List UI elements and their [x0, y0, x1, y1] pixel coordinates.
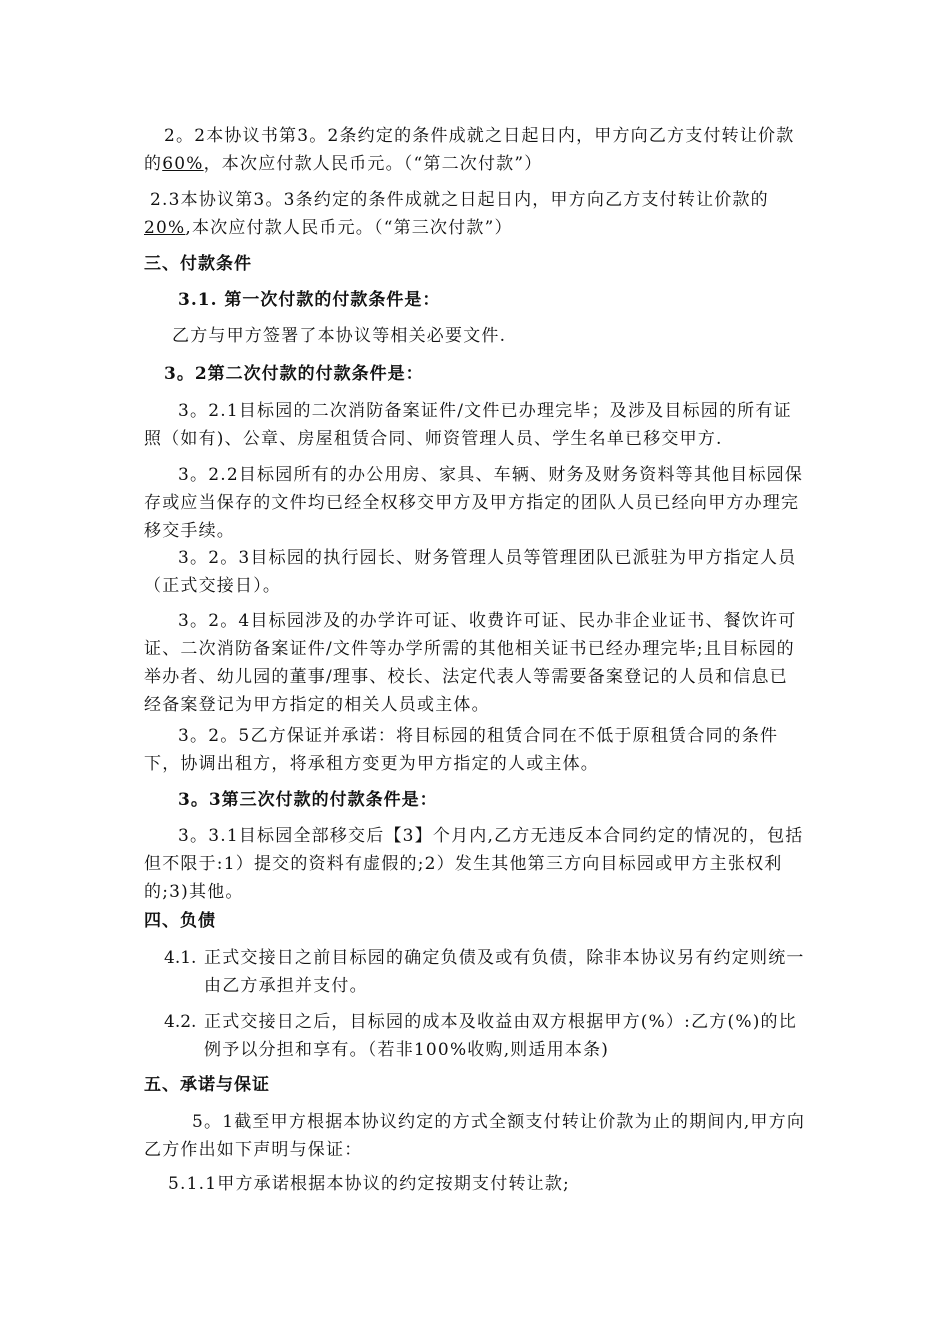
- section-3-heading: 三、付款条件: [144, 254, 252, 274]
- clause-4-1: 正式交接日之前目标园的确定负债及或有负债，除非本协议另有约定则统一由乙方承担并支付。: [204, 948, 805, 996]
- clause-2-2-text-b: ，本次应付款人民币元。（“第二次付款”）: [203, 154, 543, 174]
- clause-3-1-title: 3.1. 第一次付款的付款条件是：: [178, 290, 441, 310]
- clause-3-1-body: 乙方与甲方签署了本协议等相关必要文件.: [172, 326, 507, 346]
- clause-5-1: 5。1截至甲方根据本协议约定的方式全额支付转让价款为止的期间内,甲方向乙方作出如下声明与保证：: [144, 1112, 806, 1160]
- clause-4-2: 正式交接日之后，目标园的成本及收益由双方根据甲方(%）:乙方(%)的比例予以分担和享有。（若非100%收购,则适用本条): [204, 1012, 797, 1060]
- clause-2-2-percentage: 60%: [162, 154, 204, 174]
- clause-2-3: [144, 186, 806, 242]
- clause-3-2-2: 3。2.2目标园所有的办公用房、家具、车辆、财务及财务资料等其他目标园保存或应当保存的文件均已经全权移交甲方及甲方指定的团队人员已经向甲方办理完移交手续。: [144, 465, 804, 541]
- clause-3-3-1: 3。3.1目标园全部移交后【3】个月内,乙方无违反本合同约定的情况的，包括但不限于:1）提交的资料有虚假的;2）发生其他第三方向目标园或甲方主张权利的;3)其他。: [144, 826, 804, 902]
- clause-3-3-title: 3。3第三次付款的付款条件是：: [178, 790, 438, 810]
- clause-3-2-5: 3。2。5乙方保证并承诺：将目标园的租赁合同在不低于原租赁合同的条件下，协调出租方，将承租方变更为甲方指定的人或主体。: [144, 726, 779, 774]
- clause-2-2: [144, 122, 806, 178]
- clause-3-2-4: 3。2。4目标园涉及的办学许可证、收费许可证、民办非企业证书、餐饮许可证、二次消防备案证件/文件等办学所需的其他相关证书已经办理完毕;且目标园的举办者、幼儿园的董事/理事、校长、法定代表人等需要备案登记的人员和信息已经备案登记为甲方指定的相关人员或主体。: [144, 611, 797, 715]
- section-4-heading: 四、负债: [144, 911, 216, 931]
- clause-4-2-number: 4.2.: [164, 1012, 197, 1032]
- clause-3-2-3: 3。2。3目标园的执行园长、财务管理人员等管理团队已派驻为甲方指定人员（正式交接日）。: [144, 548, 797, 596]
- clause-5-1-1: 5.1.1甲方承诺根据本协议的约定按期支付转让款;: [168, 1174, 570, 1194]
- clause-2-3-text-a: 2.3本协议第3。3条约定的条件成就之日起日内，甲方向乙方支付转让价款的: [150, 190, 769, 210]
- section-5-heading: 五、承诺与保证: [144, 1075, 270, 1095]
- clause-3-2-title: 3。2第二次付款的付款条件是：: [164, 364, 424, 384]
- clause-4-1-number: 4.1.: [164, 948, 197, 968]
- clause-2-3-text-b: ,本次应付款人民币元。（“第三次付款”）: [185, 218, 513, 238]
- clause-2-2-text-a: 2。2本协议书第3。2条约定的条件成就之日起日内，甲方向乙方支付转让价款的: [144, 126, 795, 174]
- clause-3-2-1: 3。2.1目标园的二次消防备案证件/文件已办理完毕；及涉及目标园的所有证照（如有)、公章、房屋租赁合同、师资管理人员、学生名单已移交甲方.: [144, 401, 792, 449]
- clause-2-3-percentage: 20%: [144, 218, 186, 238]
